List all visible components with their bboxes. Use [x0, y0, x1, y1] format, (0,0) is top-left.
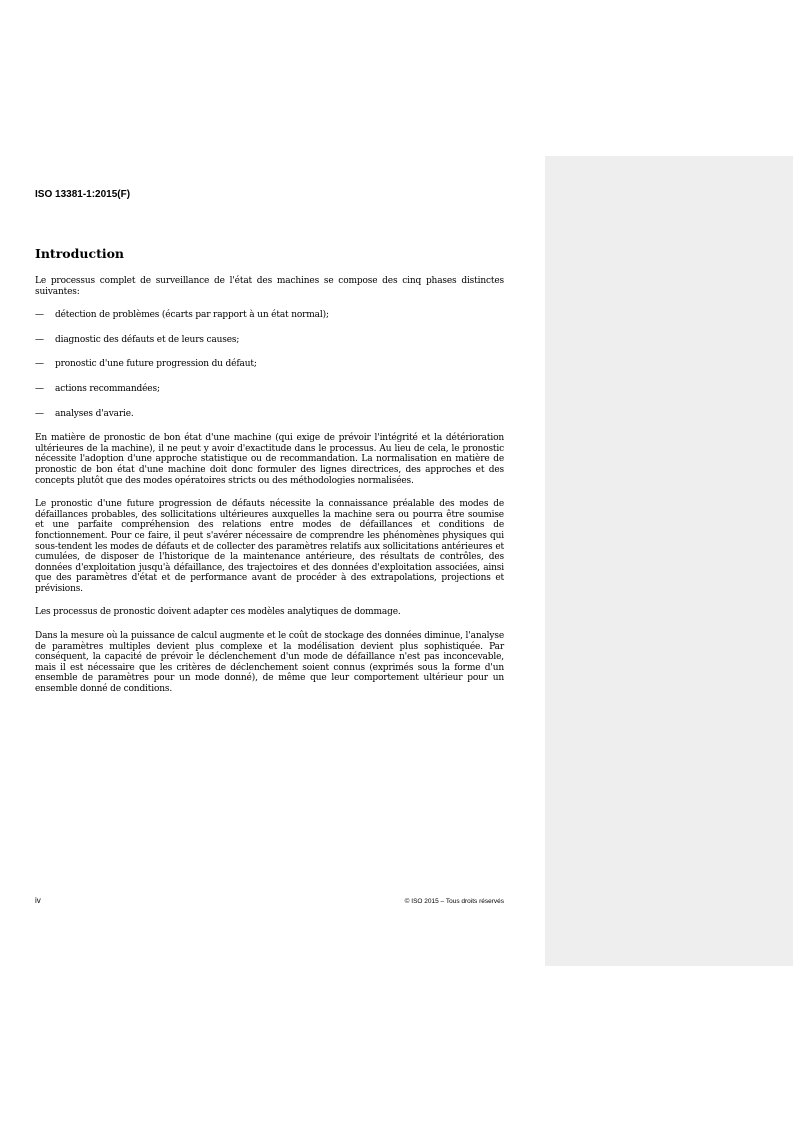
list-dash: — [35, 334, 44, 345]
body-paragraph: Le pronostic d'une future progression de défauts nécessite la connaissance préalable des modes de défaillances probables, des sollicitations ultérieures auxquelles la machine sera ou pourra être soumise et une parfaite compréhension des relations entre modes de défaillances et conditions de fonctionnement. Pour ce faire, il peut s'avérer nécessaire de comprendre les phénomènes physiques qui sous-tendent les modes de défauts et de collecter des paramètres relatifs aux sollicitations antérieures et cumulées, de disposer de l'historique de la maintenance antérieure, des résultats de contrôles, des données d'exploitation jusqu'à défaillance, des trajectoires et des données d'exploitation associées, ainsi que des paramètres d'état et de performance avant de procéder à des extrapolations, projections et prévisions. [35, 499, 504, 594]
intro-paragraph: Le processus complet de surveillance de l'état des machines se compose des cinq phases distinctes suivantes: [35, 276, 504, 297]
comment-margin-panel [545, 156, 793, 966]
body-paragraph: Dans la mesure où la puissance de calcul augmente et le coût de stockage des données diminue, l'analyse de paramètres multiples devient plus complexe et la modélisation devient plus sophistiquée. Par conséquent, la capacité de prévoir le déclenchement d'un mode de défaillance n'est pas inconcevable, mais il est nécessaire que les critères de déclenchement soient connus (exprimés sous la forme d'un ensemble de paramètres pour un mode donné), de même que leur comportement ultérieur pour un ensemble donné de conditions. [35, 631, 504, 695]
page-number: iv [35, 896, 41, 905]
list-dash: — [35, 383, 44, 394]
list-item-text: diagnostic des défauts et de leurs causes; [55, 334, 240, 345]
introduction-section [35, 246, 504, 708]
list-dash: — [35, 359, 44, 370]
document-id-header: ISO 13381-1:2015(F) [35, 189, 131, 200]
list-item [35, 409, 504, 420]
copyright-notice: © ISO 2015 – Tous droits réservés [404, 898, 504, 905]
body-paragraph: En matière de pronostic de bon état d'une machine (qui exige de prévoir l'intégrité et la détérioration ultérieures de la machine), il ne peut y avoir d'exactitude dans le processus. Au lieu de cela, le pronostic nécessite l'adoption d'une approche statistique ou de recommandation. La normalisation en matière de pronostic de bon état d'une machine doit donc formuler des lignes directrices, des approches et des concepts plutôt que des modes opératoires stricts ou des méthodologies normalisées. [35, 433, 504, 486]
list-dash: — [35, 310, 44, 321]
phases-list [35, 310, 504, 419]
list-dash: — [35, 408, 44, 419]
list-item [35, 359, 504, 370]
list-item [35, 335, 504, 346]
list-item-text: détection de problèmes (écarts par rapport à un état normal); [55, 310, 329, 321]
section-title: Introduction [35, 246, 125, 261]
list-item [35, 310, 504, 321]
list-item [35, 384, 504, 395]
list-item-text: pronostic d'une future progression du défaut; [55, 359, 257, 370]
list-item-text: analyses d'avarie. [55, 408, 134, 419]
body-paragraph: Les processus de pronostic doivent adapter ces modèles analytiques de dommage. [35, 607, 401, 618]
list-item-text: actions recommandées; [55, 383, 160, 394]
